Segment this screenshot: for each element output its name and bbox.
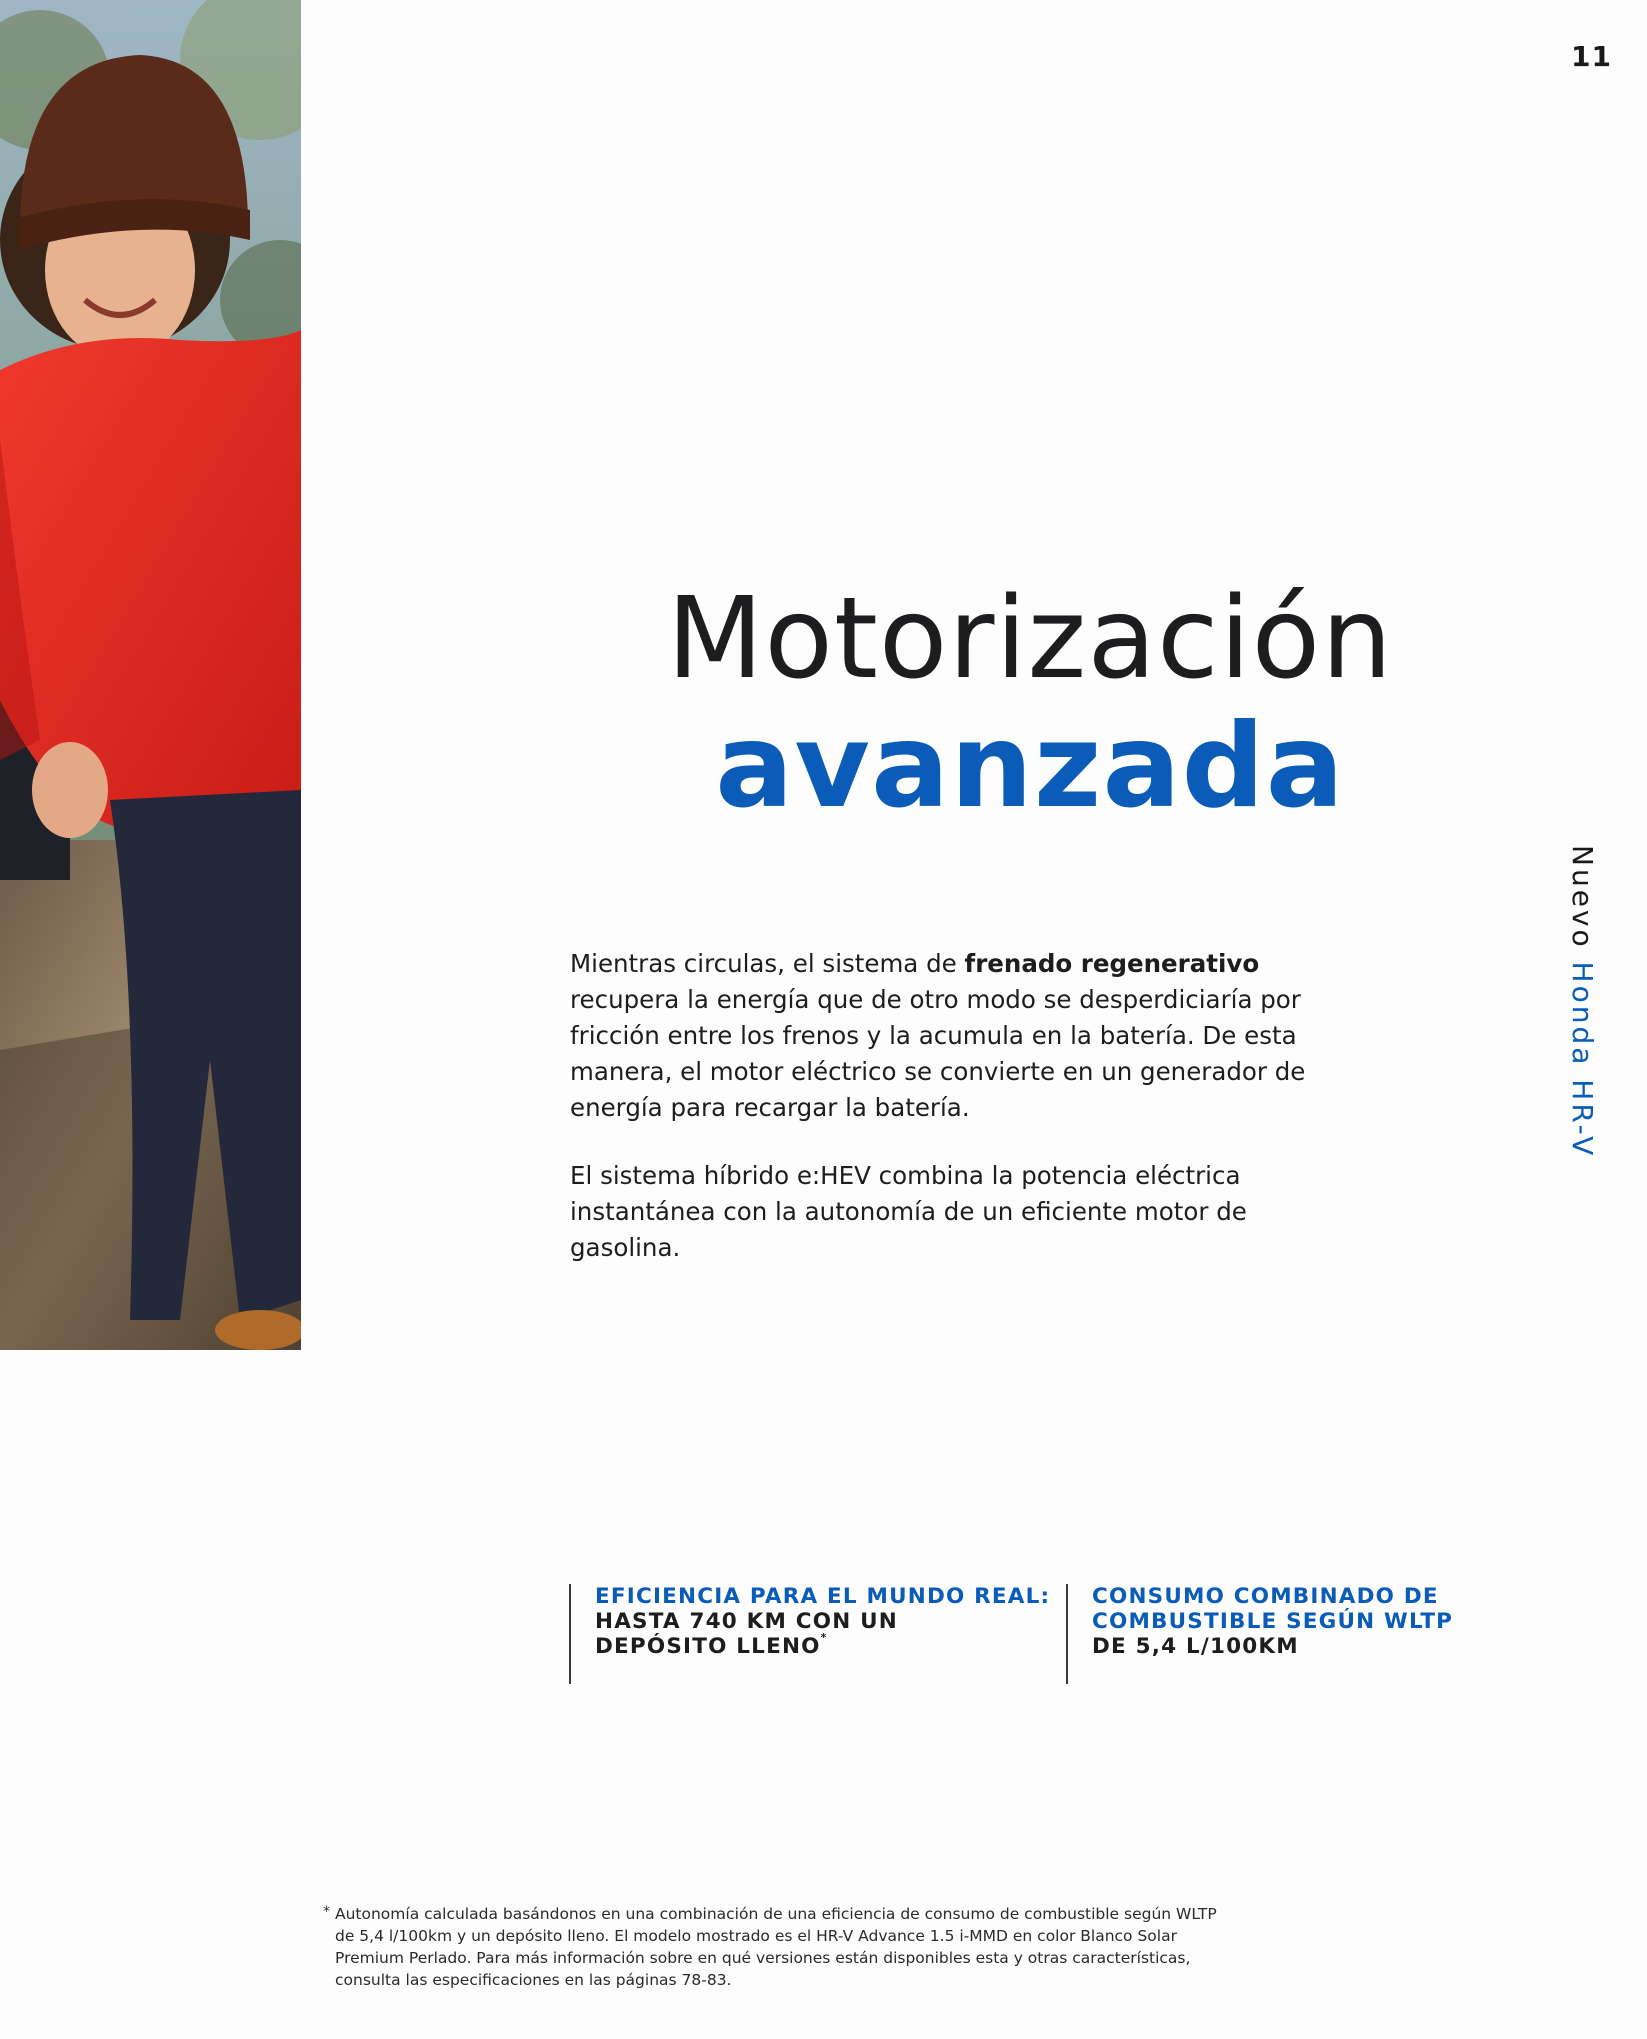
page-number: 11: [1571, 40, 1612, 73]
p1-after: recupera la energía que de otro modo se desperdiciaría por fricción entre los frenos y la acumula en la batería. De esta manera, el motor eléctrico se convierte en un generador de energía para recargar la batería.: [570, 985, 1306, 1122]
footnote-marker: *: [820, 1631, 828, 1644]
stat-consumption: [1066, 1584, 1592, 1684]
side-title-brand: Honda HR-V: [1566, 961, 1599, 1159]
stat-efficiency-line-2: [595, 1631, 1065, 1659]
hand: [32, 742, 108, 838]
hero-photo-child: [0, 0, 301, 1350]
shoe: [215, 1310, 301, 1350]
heading-line-2: avanzada: [715, 699, 1345, 834]
footnote-star: *: [323, 1904, 330, 1920]
footnote-text: Autonomía calculada basándonos en una combinación de una eficiencia de consumo de combustible según WLTP de 5,4 l/100km y un depósito lleno. El modelo mostrado es el HR-V Advance 1.5 i-MMD en color Blanco Solar Premium Perlado. Para más información sobre en qué versiones están disponibles esta y otras características, consulta las especificaciones en las páginas 78-83.: [335, 1905, 1217, 1989]
stat-efficiency: [569, 1584, 1065, 1684]
heading-line-1: Motorización: [666, 574, 1394, 704]
page-heading: [450, 574, 1610, 834]
side-title: [1566, 845, 1599, 1158]
stat-consumption-highlight-2: COMBUSTIBLE SEGÚN WLTP: [1092, 1609, 1454, 1634]
stat-efficiency-line-2-text: DEPÓSITO LLENO: [595, 1634, 821, 1659]
stat-consumption-highlight-1: CONSUMO COMBINADO DE: [1092, 1584, 1439, 1609]
side-title-prefix: Nuevo: [1566, 845, 1599, 950]
body-paragraph-2: El sistema híbrido e:HEV combina la potencia eléctrica instantánea con la autonomía de un eficiente motor de gasolina.: [570, 1161, 1247, 1262]
p1-before: Mientras circulas, el sistema de: [570, 949, 965, 978]
body-text: [570, 946, 1350, 1298]
stat-consumption-value: DE 5,4 L/100KM: [1092, 1634, 1299, 1659]
child-illustration: [0, 0, 301, 1350]
stat-efficiency-highlight: EFICIENCIA PARA EL MUNDO REAL:: [595, 1584, 1051, 1609]
p1-bold: frenado regenerativo: [964, 949, 1260, 978]
body-paragraph-1: [570, 946, 1350, 1126]
stat-efficiency-line-1: HASTA 740 KM CON UN: [595, 1609, 898, 1634]
footnote: [323, 1903, 1223, 1991]
